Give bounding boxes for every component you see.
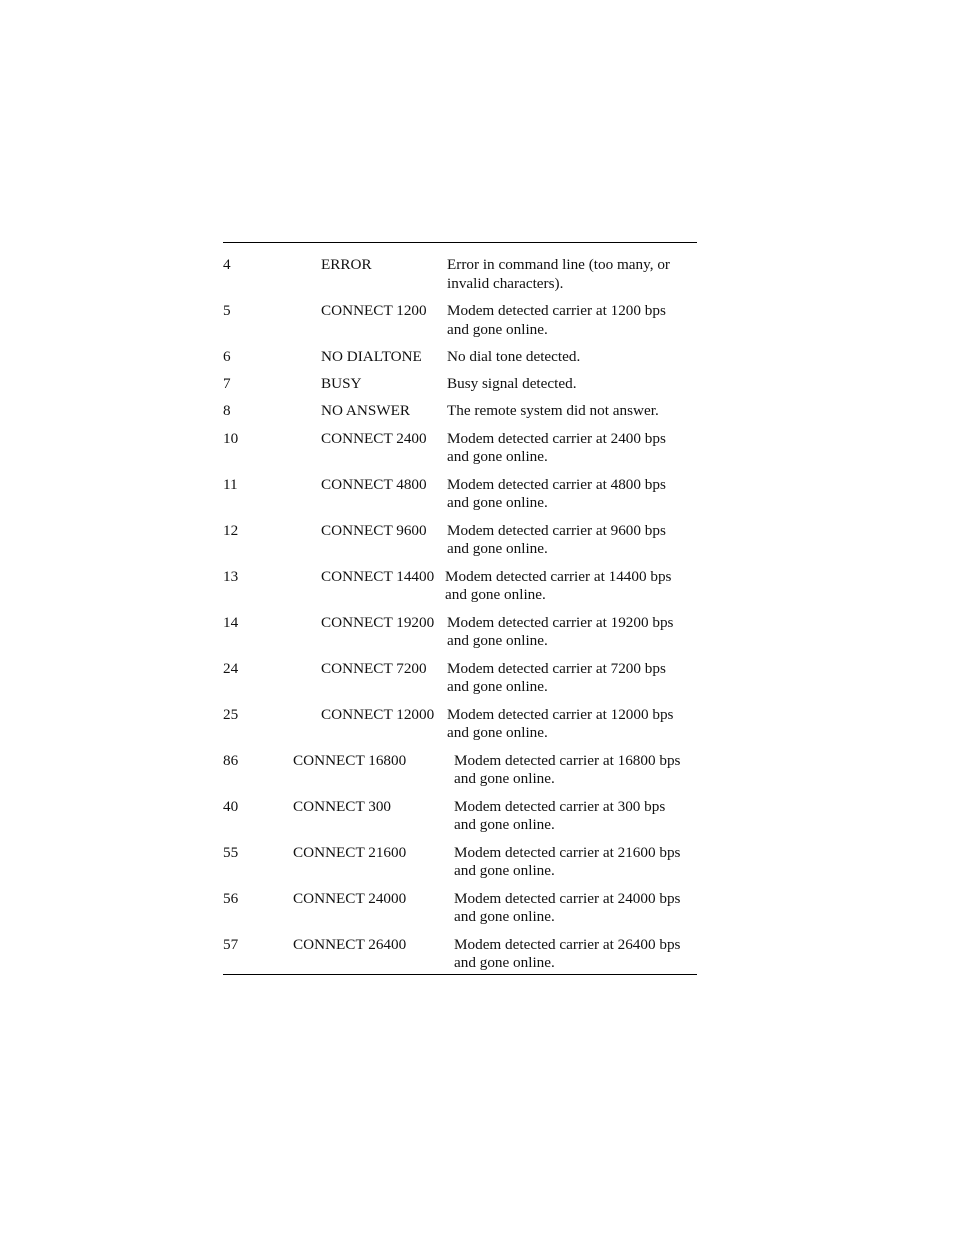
result-response: CONNECT 9600: [321, 521, 427, 539]
result-code: 12: [223, 521, 239, 539]
result-code: 8: [223, 402, 231, 419]
result-description: Modem detected carrier at 2400 bps and gone online.: [447, 429, 666, 465]
result-description: Modem detected carrier at 300 bps and gone online.: [454, 797, 666, 833]
result-response: NO DIALTONE: [321, 348, 422, 365]
result-code: 25: [223, 705, 239, 723]
result-code: 5: [223, 302, 231, 319]
result-description: The remote system did not answer.: [447, 402, 659, 419]
result-description: Modem detected carrier at 9600 bps and gone online.: [447, 521, 666, 557]
result-description: Error in command line (too many, or invalid characters).: [447, 256, 670, 292]
result-response: BUSY: [321, 375, 362, 392]
result-code: 7: [223, 375, 231, 392]
result-code: 14: [223, 613, 239, 631]
result-response: CONNECT 16800: [293, 751, 407, 769]
result-response: CONNECT 7200: [321, 659, 427, 677]
result-code: 11: [223, 475, 238, 493]
result-code: 24: [223, 659, 239, 677]
result-response: CONNECT 26400: [293, 935, 407, 953]
result-code: 55: [223, 843, 239, 861]
result-response: CONNECT 21600: [293, 843, 407, 861]
result-code: 13: [223, 567, 239, 585]
table-top-rule: [223, 242, 697, 243]
result-response: CONNECT 300: [293, 797, 392, 815]
result-response: CONNECT 12000: [321, 705, 435, 723]
result-description: Modem detected carrier at 26400 bps and gone online.: [454, 935, 681, 971]
table-row: [223, 660, 697, 706]
table-row: [223, 430, 697, 476]
result-description: Modem detected carrier at 14400 bps and gone online.: [445, 567, 672, 603]
table-bottom-rule: [223, 974, 697, 975]
result-description: Modem detected carrier at 12000 bps and gone online.: [447, 705, 674, 741]
result-description: Modem detected carrier at 16800 bps and gone online.: [454, 751, 681, 787]
result-code: 86: [223, 751, 239, 769]
result-response: NO ANSWER: [321, 402, 411, 419]
result-response: CONNECT 2400: [321, 429, 427, 447]
result-description: Modem detected carrier at 1200 bps and gone online.: [447, 302, 666, 338]
table-row: [223, 302, 697, 348]
table-row: [223, 752, 697, 798]
result-response: CONNECT 14400: [321, 567, 435, 585]
result-description: Busy signal detected.: [447, 375, 577, 392]
table-row: [223, 844, 697, 890]
table-row: [223, 890, 697, 936]
result-description: Modem detected carrier at 7200 bps and gone online.: [447, 659, 666, 695]
result-description: Modem detected carrier at 21600 bps and gone online.: [454, 843, 681, 879]
table-row: [223, 522, 697, 568]
result-description: No dial tone detected.: [447, 348, 581, 365]
table-row: [223, 348, 697, 375]
result-code: 57: [223, 935, 239, 953]
result-code: 40: [223, 797, 239, 815]
table-row: [223, 375, 697, 402]
result-description: Modem detected carrier at 24000 bps and gone online.: [454, 889, 681, 925]
result-code: 4: [223, 256, 231, 273]
table-row: [223, 568, 697, 614]
result-response: ERROR: [321, 256, 372, 273]
result-response: CONNECT 4800: [321, 475, 427, 493]
result-codes-table: [223, 256, 697, 982]
table-row: [223, 256, 697, 302]
result-response: CONNECT 19200: [321, 613, 435, 631]
result-code: 6: [223, 348, 231, 365]
result-code: 10: [223, 429, 239, 447]
result-response: CONNECT 1200: [321, 302, 427, 319]
result-response: CONNECT 24000: [293, 889, 407, 907]
result-description: Modem detected carrier at 4800 bps and gone online.: [447, 475, 666, 511]
table-row: [223, 798, 697, 844]
table-row: [223, 706, 697, 752]
table-row: [223, 476, 697, 522]
table-row: [223, 402, 697, 430]
table-row: [223, 614, 697, 660]
result-description: Modem detected carrier at 19200 bps and gone online.: [447, 613, 674, 649]
result-code: 56: [223, 889, 239, 907]
